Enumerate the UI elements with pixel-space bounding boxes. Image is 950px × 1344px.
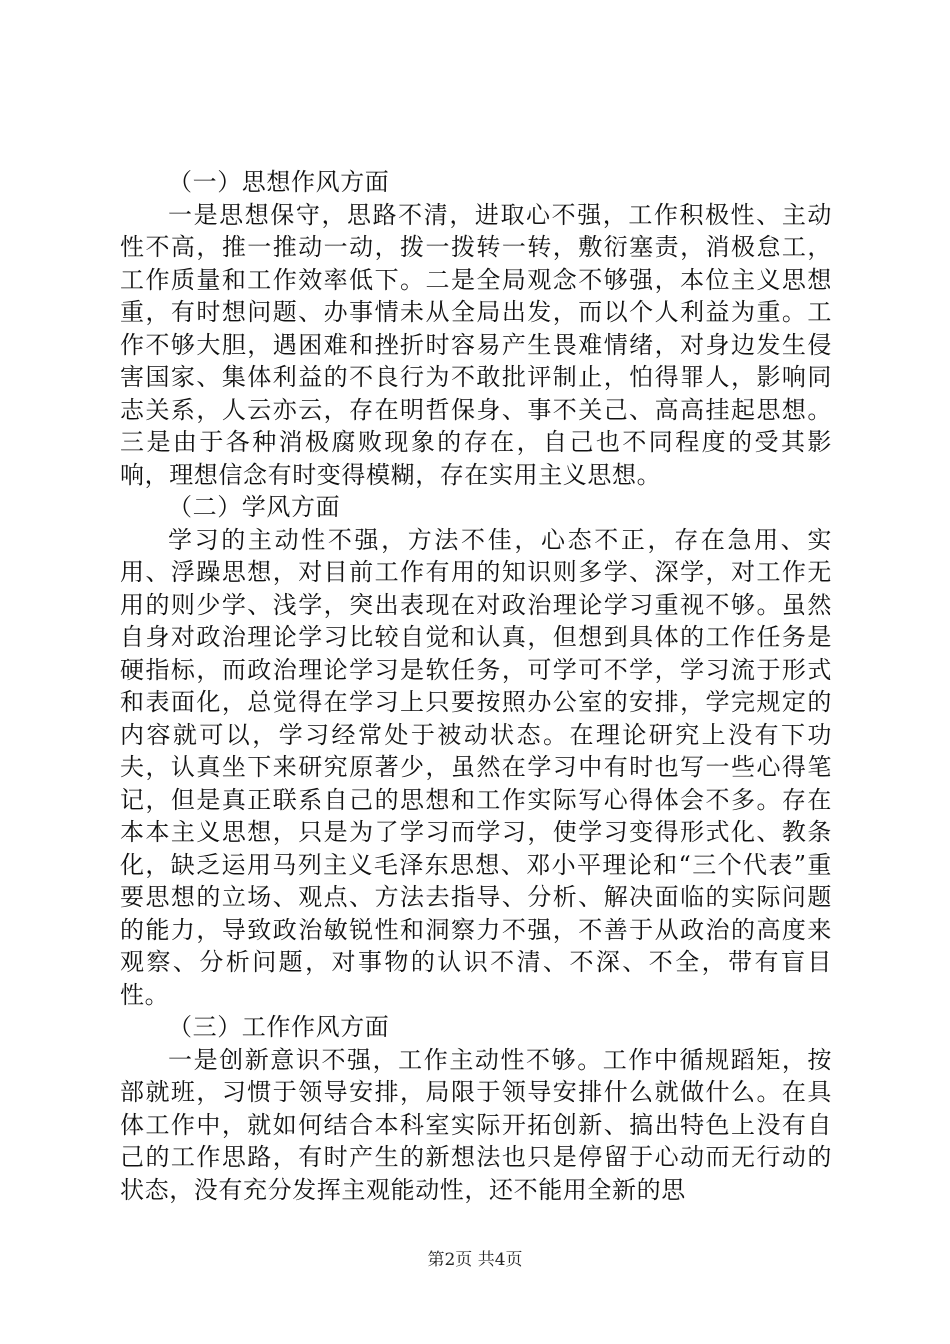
section-paragraph-1: 一是思想保守，思路不清，进取心不强，工作积极性、主动性不高，推一推动一动，拨一拨转一转，敷衍塞责，消极怠工，工作质量和工作效率低下。二是全局观念不够强，本位主义思想重，有时想问题、办事情未从全局出发，而以个人利益为重。工作不够大胆，遇困难和挫折时容易产生畏难情绪，对身边发生侵害国家、集体利益的不良行为不敢批评制止，怕得罪人，影响同志关系，人云亦云，存在明哲保身、事不关己、高高挂起思想。三是由于各种消极腐败现象的存在，自己也不同程度的受其影响，理想信念有时变得模糊，存在实用主义思想。 [120, 200, 832, 489]
section-heading-2: （二）学风方面 [168, 493, 341, 521]
page-number-footer: 第2页 共4页 [427, 1250, 523, 1270]
document-body [120, 166, 832, 1206]
section-paragraph-2: 学习的主动性不强，方法不佳，心态不正，存在急用、实用、浮躁思想，对目前工作有用的知识则多学、深学，对工作无用的则少学、浅学，突出表现在对政治理论学习重视不够。虽然自身对政治理论学习比较自觉和认真，但想到具体的工作任务是硬指标，而政治理论学习是软任务，可学可不学，学习流于形式和表面化，总觉得在学习上只要按照办公室的安排，学完规定的内容就可以，学习经常处于被动状态。在理论研究上没有下功夫，认真坐下来研究原著少，虽然在学习中有时也写一些心得笔记，但是真正联系自己的思想和工作实际写心得体会不多。存在本本主义思想，只是为了学习而学习，使学习变得形式化、教条化，缺乏运用马列主义毛泽东思想、邓小平理论和“三个代表”重要思想的立场、观点、方法去指导、分析、解决面临的实际问题的能力，导致政治敏锐性和洞察力不强，不善于从政治的高度来观察、分析问题，对事物的认识不清、不深、不全，带有盲目性。 [120, 525, 832, 1009]
section-heading-3: （三）工作作风方面 [168, 1013, 390, 1041]
section-paragraph-3: 一是创新意识不强，工作主动性不够。工作中循规蹈矩，按部就班，习惯于领导安排，局限于领导安排什么就做什么。在具体工作中，就如何结合本科室实际开拓创新、搞出特色上没有自己的工作思路，有时产生的新想法也只是停留于心动而无行动的状态，没有充分发挥主观能动性，还不能用全新的思 [120, 1045, 832, 1204]
section-heading-1: （一）思想作风方面 [168, 168, 390, 196]
